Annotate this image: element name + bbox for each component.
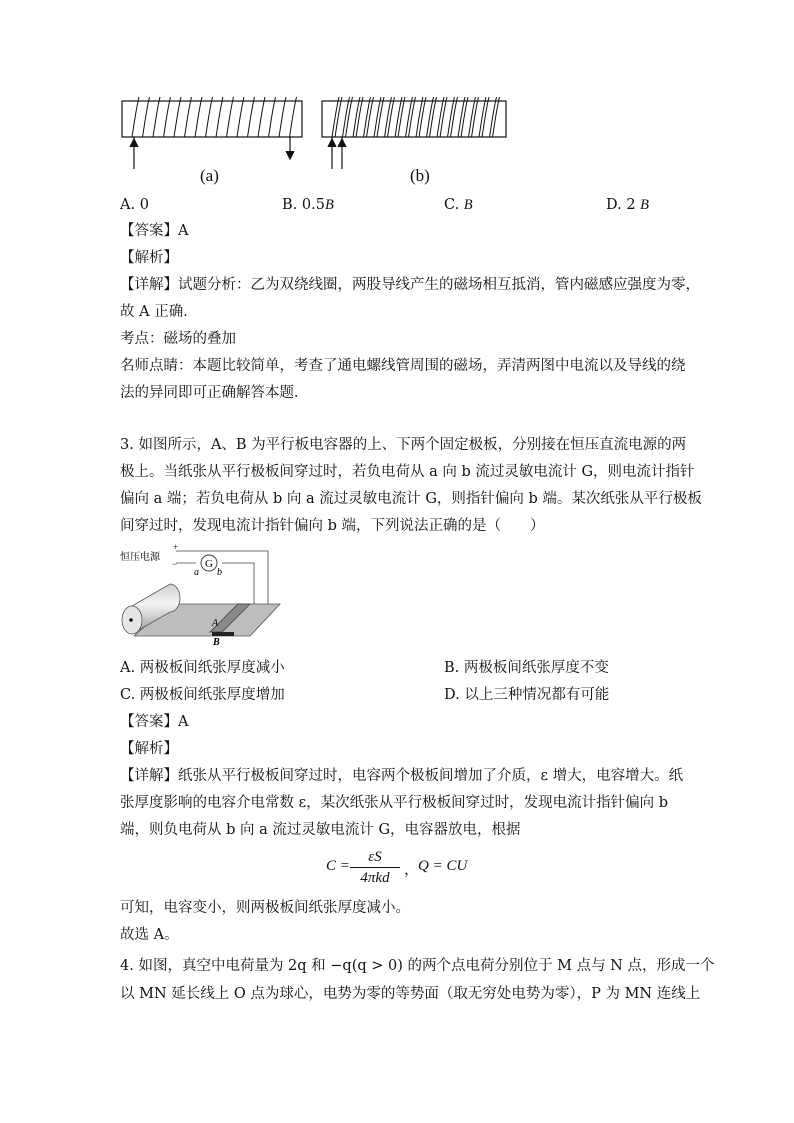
formula-lhs: C = [326, 858, 350, 874]
figure-b-label: (b) [410, 166, 430, 185]
winding-turn [143, 97, 150, 137]
q2-teacher-note: 法的异同即可正确解答本题． [120, 385, 309, 401]
galvanometer-label: G [205, 558, 213, 570]
solenoid-figure [118, 95, 518, 170]
winding-turn [279, 97, 286, 137]
winding-turn [132, 97, 139, 137]
winding-turn [335, 97, 342, 137]
q3-option-b: B. 两极板间纸张厚度不变 [444, 660, 609, 676]
q3-stem-line: 3. 如图所示，A、B 为平行板电容器的上、下两个固定极板，分别接在恒压直流电源的两 [120, 437, 687, 453]
q4-stem-line: 4. 如图，真空中电荷量为 2q 和 −q(q > 0) 的两个点电荷分别位于 M 点与 N 点，形成一个 [120, 958, 715, 974]
q2-analysis-heading: 【解析】 [120, 250, 178, 266]
winding-turn [248, 97, 255, 137]
q3-detail-line: 张厚度影响的电容介电常数 ε，某次纸张从平行极板间穿过时，发现电流计指针偏向 b [120, 795, 669, 811]
formula-denominator: 4πkd [360, 870, 390, 886]
q2-option-b: B. 0.5B [282, 197, 334, 213]
winding-turn [195, 97, 202, 137]
terminal-b-label: b [217, 567, 222, 578]
winding-turn [216, 97, 223, 137]
winding-turn [356, 97, 363, 137]
q2-knowledge-point: 考点：磁场的叠加 [120, 331, 236, 347]
current-arrow-up-icon [338, 139, 346, 147]
q3-stem-line: 极上。当纸张从平行极板间穿过时，若负电荷从 a 向 b 流过灵敏电流计 G，则电流计指针 [120, 464, 695, 480]
winding-turn [346, 97, 353, 137]
winding-turn [493, 97, 500, 137]
plate-a-label: A [212, 618, 219, 629]
q3-conclusion-line: 可知，电容变小，则两极板间纸张厚度减小。 [120, 900, 410, 916]
winding-turn [269, 97, 276, 137]
winding-turn [237, 97, 244, 137]
winding-turn [440, 97, 447, 137]
q3-conclusion-line: 故选 A。 [120, 927, 179, 943]
current-arrow-up-icon [328, 139, 336, 147]
winding-turn [153, 97, 160, 137]
fraction-bar [350, 867, 400, 868]
formula-rhs: Q = CU [418, 858, 468, 874]
winding-turn [290, 97, 297, 137]
q3-option-d: D. 以上三种情况都有可能 [444, 687, 610, 703]
capacitance-formula [326, 848, 476, 890]
winding-turn [398, 97, 405, 137]
q3-answer: 【答案】A [120, 714, 189, 730]
q2-option-a: A. 0 [120, 197, 149, 213]
formula-numerator: εS [368, 849, 382, 865]
current-arrow-down-icon [286, 151, 294, 159]
q2-option-d: D. 2 B [606, 197, 650, 213]
power-source-label: 恒压电源 [120, 552, 160, 563]
capacitor-paper-figure [118, 542, 288, 650]
terminal-a-label: a [194, 567, 199, 578]
wire-bottom [222, 563, 254, 604]
solenoid-b [322, 97, 506, 169]
minus-sign: − [172, 559, 178, 569]
winding-turn [367, 97, 374, 137]
winding-turn [472, 97, 479, 137]
q2-detail-line: 故 A 正确． [120, 304, 198, 320]
q3-detail-line: 【详解】纸张从平行极板间穿过时，电容两个极板间增加了介质，ε 增大，电容增大。纸 [120, 768, 684, 784]
q2-option-c: C. B [444, 197, 473, 213]
plate-b [212, 632, 234, 636]
winding-turn [419, 97, 426, 137]
q4-stem-line: 以 MN 延长线上 O 点为球心，电势为零的等势面（取无穷处电势为零），P 为 MN 连线上 [120, 986, 701, 1002]
plate-b-label: B [213, 637, 220, 648]
q3-detail-line: 端，则负电荷从 b 向 a 流过灵敏电流计 G，电容器放电，根据 [120, 822, 521, 838]
winding-turn [227, 97, 234, 137]
winding-turn [461, 97, 468, 137]
roll-axis [129, 618, 133, 622]
winding-turn [482, 97, 489, 137]
winding-turn [164, 97, 171, 137]
q3-analysis-heading: 【解析】 [120, 741, 178, 757]
winding-turn [430, 97, 437, 137]
solenoid-a [122, 97, 302, 169]
q3-option-a: A. 两极板间纸张厚度减小 [120, 660, 285, 676]
formula-fraction [350, 848, 400, 887]
q3-stem-line: 间穿过时，发现电流计指针偏向 b 端，下列说法正确的是（ ） [120, 518, 545, 534]
winding-turn [409, 97, 416, 137]
winding-turn [174, 97, 181, 137]
winding-turn [377, 97, 384, 137]
plus-sign: + [173, 542, 179, 552]
solenoid-a-core [122, 101, 302, 137]
figure-a-label: (a) [200, 166, 219, 185]
winding-turn [388, 97, 395, 137]
winding-turn [206, 97, 213, 137]
winding-turn [258, 97, 265, 137]
q2-detail-line: 【详解】试题分析：乙为双绕线圈，两股导线产生的磁场相互抵消，管内磁感应强度为零， [120, 277, 700, 293]
q2-answer: 【答案】A [120, 223, 189, 239]
formula-separator: ， [404, 862, 420, 878]
current-arrow-up-icon [130, 139, 138, 147]
q3-stem-line: 偏向 a 端；若负电荷从 b 向 a 流过灵敏电流计 G，则指针偏向 b 端。某次纸张从平行极板 [120, 491, 702, 507]
q2-teacher-note: 名师点睛：本题比较简单，考查了通电螺线管周围的磁场，弄清两图中电流以及导线的绕 [120, 358, 686, 374]
winding-turn [185, 97, 192, 137]
q3-option-c: C. 两极板间纸张厚度增加 [120, 687, 285, 703]
winding-turn [451, 97, 458, 137]
